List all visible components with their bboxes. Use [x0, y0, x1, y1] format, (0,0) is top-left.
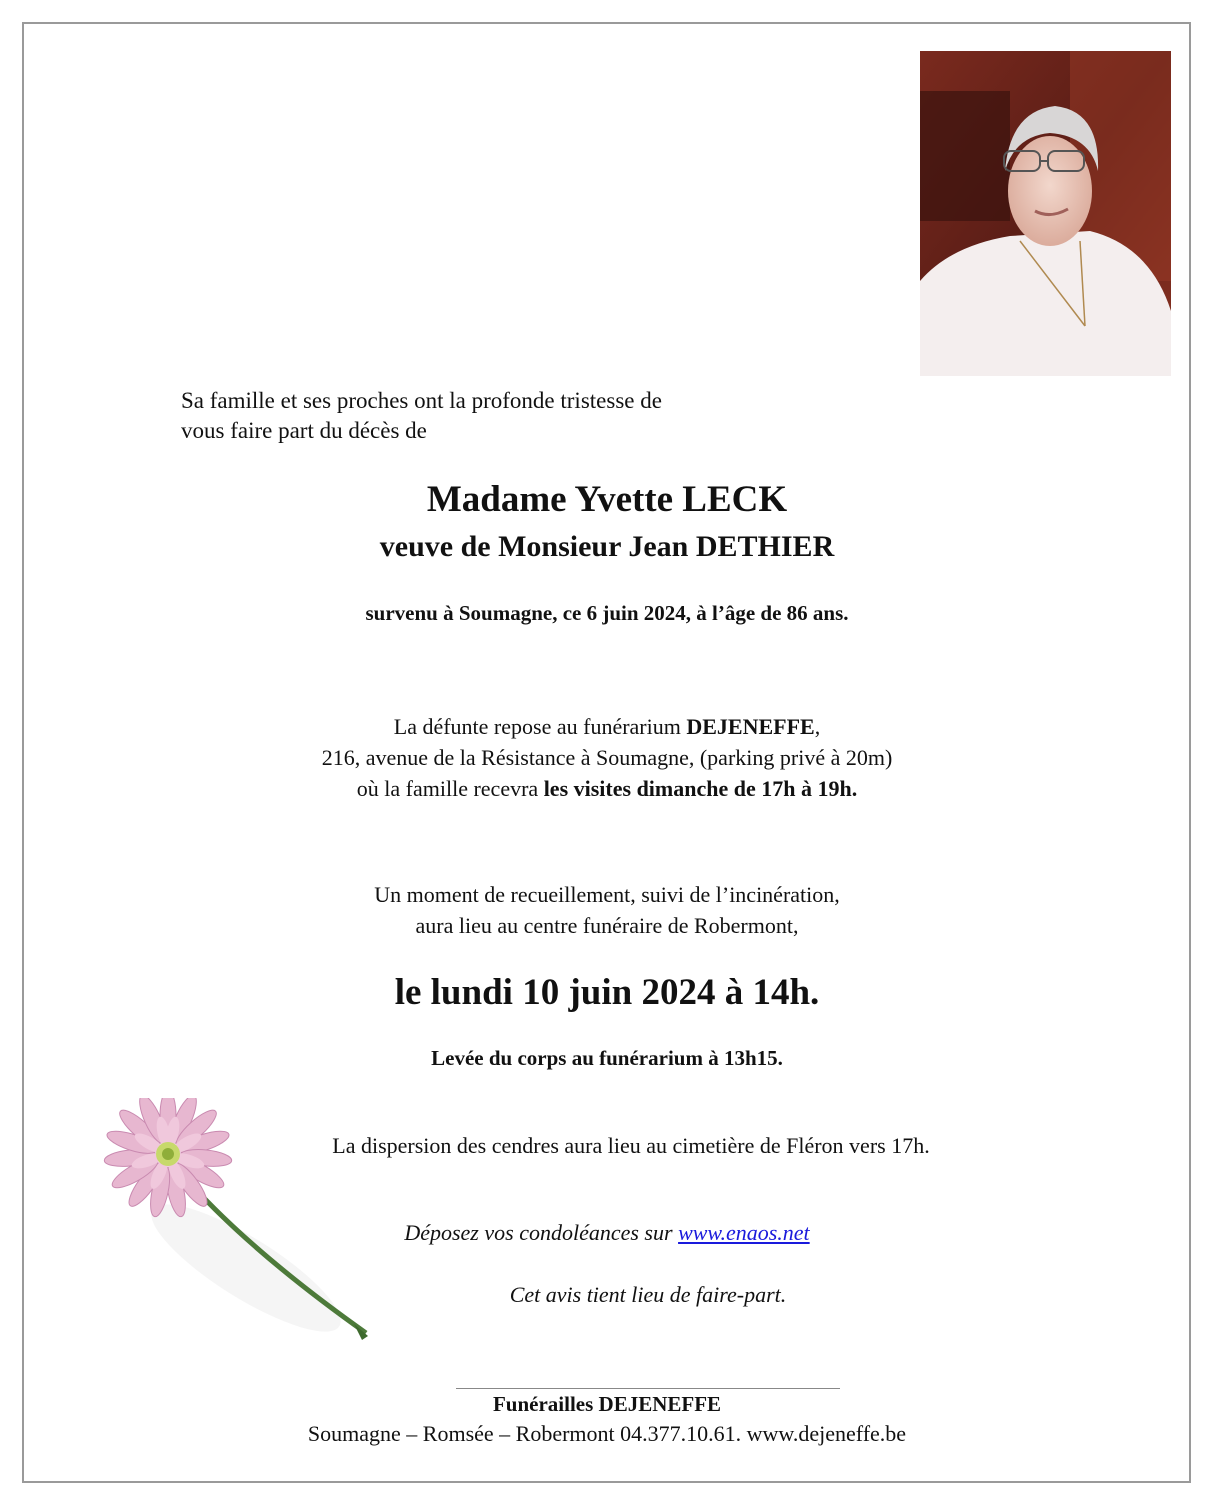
footer-address: Soumagne – Romsée – Robermont 04.377.10.61. www.dejeneffe.be	[307, 1421, 907, 1446]
repose-line-3	[0, 773, 1214, 804]
repose-line-3-prefix: où la famille recevra	[356, 776, 544, 801]
ceremony-line-2: aura lieu au centre funéraire de Robermont,	[415, 913, 799, 938]
funeral-home-name: DEJENEFFE	[686, 714, 815, 739]
intro-line-2: vous faire part du décès de	[181, 418, 427, 443]
widow-of: veuve de Monsieur Jean DETHIER	[379, 530, 835, 563]
ashes-dispersion: La dispersion des cendres aura lieu au cimetière de Fléron vers 17h.	[332, 1133, 930, 1158]
pink-flower-icon	[96, 1098, 386, 1358]
ceremony-date: le lundi 10 juin 2024 à 14h.	[394, 972, 820, 1013]
portrait-photo	[920, 51, 1171, 376]
repose-line-2: 216, avenue de la Résistance à Soumagne, (parking privé à 20m)	[321, 745, 893, 770]
notice-line: Cet avis tient lieu de faire-part.	[509, 1282, 787, 1307]
intro-text	[181, 386, 662, 446]
deceased-name: Madame Yvette LECK	[426, 479, 788, 520]
death-notice: survenu à Soumagne, ce 6 juin 2024, à l’âge de 86 ans.	[365, 601, 849, 625]
ceremony-line-1: Un moment de recueillement, suivi de l’incinération,	[374, 882, 840, 907]
condolences-prefix: Déposez vos condoléances sur	[404, 1220, 679, 1245]
repose-info	[0, 711, 1214, 804]
ceremony-info	[0, 879, 1214, 941]
intro-line-1: Sa famille et ses proches ont la profonde tristesse de	[181, 388, 662, 413]
levee-du-corps: Levée du corps au funérarium à 13h15.	[431, 1046, 783, 1070]
visiting-hours: les visites dimanche de 17h à 19h.	[543, 776, 858, 801]
footer-company: Funérailles DEJENEFFE	[492, 1392, 722, 1416]
repose-line-1-prefix: La défunte repose au funérarium	[393, 714, 687, 739]
condolences-link[interactable]: www.enaos.net	[678, 1220, 810, 1245]
repose-line-1-suffix: ,	[814, 714, 821, 739]
repose-line-1	[0, 711, 1214, 742]
footer-divider	[456, 1388, 840, 1389]
